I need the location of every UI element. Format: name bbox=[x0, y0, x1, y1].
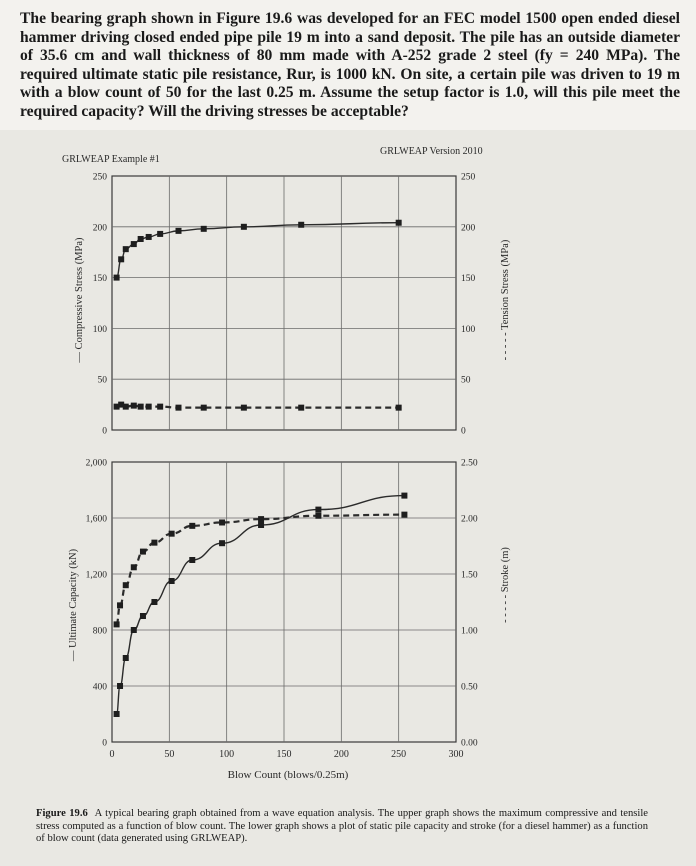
data-point-0-1-7 bbox=[176, 405, 182, 411]
data-point-1-0-6 bbox=[169, 578, 175, 584]
data-point-1-0-10 bbox=[315, 507, 321, 513]
right-tick-label: 1.00 bbox=[461, 626, 478, 637]
data-point-1-0-11 bbox=[401, 493, 407, 499]
series-layer bbox=[117, 223, 405, 714]
upper-y-axis-label-right: - - - - - Tension Stress (MPa) bbox=[500, 239, 511, 361]
data-point-0-1-11 bbox=[396, 405, 402, 411]
header-left: GRLWEAP Example #1 bbox=[62, 154, 160, 165]
figure-caption bbox=[36, 808, 648, 846]
right-tick-label: 1.50 bbox=[461, 570, 478, 581]
lower-y-axis-label-left: — Ultimate Capacity (kN) bbox=[68, 548, 79, 662]
right-tick-label: 100 bbox=[461, 324, 476, 335]
right-tick-label: 0.50 bbox=[461, 682, 478, 693]
right-tick-label: 2.00 bbox=[461, 514, 478, 525]
x-axis-label: Blow Count (blows/0.25m) bbox=[227, 769, 349, 781]
data-point-1-0-3 bbox=[131, 627, 137, 633]
data-point-1-0-1 bbox=[117, 683, 123, 689]
upper-y-axis-label-left: — Compressive Stress (MPa) bbox=[74, 237, 85, 363]
left-tick-label: 1,600 bbox=[85, 514, 107, 525]
x-tick-label: 150 bbox=[276, 749, 292, 760]
left-tick-label: 250 bbox=[92, 172, 107, 183]
right-tick-label: 0 bbox=[461, 426, 466, 437]
data-point-1-0-2 bbox=[123, 655, 129, 661]
figure-caption-text: A typical bearing graph obtained from a wave equation analysis. The upper graph shows the maximum compressive and tensile stress computed as a function of blow count. The lower graph shows a plot of static pile capacity and stroke (for a diesel hammer) as a function of blow count (data generated using GRLWEAP). bbox=[36, 808, 648, 845]
left-tick-label: 200 bbox=[92, 223, 107, 234]
x-tick-label: 100 bbox=[219, 749, 235, 760]
data-point-1-1-7 bbox=[189, 523, 195, 529]
data-point-0-0-2 bbox=[123, 246, 129, 252]
header-right: GRLWEAP Version 2010 bbox=[380, 146, 483, 157]
right-tick-label: 150 bbox=[461, 274, 476, 285]
data-point-1-1-11 bbox=[401, 512, 407, 518]
x-tick-label: 0 bbox=[109, 749, 115, 760]
lower-y-axis-label-right: - - - - - Stroke (m) bbox=[500, 547, 511, 623]
problem-statement: The bearing graph shown in Figure 19.6 was developed for an FEC model 1500 open ended diesel hammer driving closed ended pipe pile 19 m into a sand deposit. The pile has an outside diameter of 35.6 cm and wall thickness of 80 mm made with A-252 grade 2 steel (fy = 240 MPa). The required ultimate static pile resistance, Rur, is 1000 kN. On site, a certain pile was driven to 19 m with a blow count of 50 for the last 0.25 m. Assume the setup factor is 1.0, will this pile meet the required capacity? Will the driving stresses be acceptable? bbox=[20, 10, 680, 120]
data-point-0-1-9 bbox=[241, 405, 247, 411]
data-point-1-0-5 bbox=[151, 599, 157, 605]
left-tick-label: 0 bbox=[102, 738, 107, 749]
left-tick-label: 50 bbox=[97, 375, 107, 386]
data-point-0-1-4 bbox=[138, 404, 144, 410]
left-tick-label: 2,000 bbox=[85, 458, 107, 469]
x-tick-label: 300 bbox=[448, 749, 464, 760]
data-point-1-1-8 bbox=[219, 519, 225, 525]
left-tick-label: 1,200 bbox=[85, 570, 107, 581]
data-point-0-0-5 bbox=[146, 234, 152, 240]
data-point-1-1-1 bbox=[117, 602, 123, 608]
data-point-0-1-8 bbox=[201, 405, 207, 411]
data-point-1-0-8 bbox=[219, 540, 225, 546]
series-line-1-1 bbox=[117, 515, 405, 625]
figure-caption-label: Figure 19.6 bbox=[36, 808, 88, 819]
data-point-0-0-7 bbox=[176, 228, 182, 234]
data-point-1-1-4 bbox=[140, 549, 146, 555]
x-tick-label: 250 bbox=[391, 749, 407, 760]
x-tick-label: 50 bbox=[164, 749, 175, 760]
right-tick-label: 50 bbox=[461, 375, 471, 386]
data-point-0-0-8 bbox=[201, 226, 207, 232]
data-point-0-0-0 bbox=[114, 275, 120, 281]
data-point-1-0-0 bbox=[114, 711, 120, 717]
data-point-0-0-1 bbox=[118, 256, 124, 262]
data-point-0-0-10 bbox=[298, 222, 304, 228]
data-point-1-1-2 bbox=[123, 582, 129, 588]
right-tick-label: 200 bbox=[461, 223, 476, 234]
left-tick-label: 100 bbox=[92, 324, 107, 335]
data-point-1-0-9 bbox=[258, 522, 264, 528]
data-point-0-1-6 bbox=[157, 404, 163, 410]
data-point-0-1-10 bbox=[298, 405, 304, 411]
data-point-1-0-4 bbox=[140, 613, 146, 619]
data-point-0-0-3 bbox=[131, 241, 137, 247]
data-point-0-1-3 bbox=[131, 403, 137, 409]
data-point-0-1-5 bbox=[146, 404, 152, 410]
left-tick-label: 150 bbox=[92, 274, 107, 285]
grid-layer bbox=[112, 176, 456, 742]
right-tick-label: 0.00 bbox=[461, 738, 478, 749]
marker-layer bbox=[114, 220, 408, 717]
data-point-1-1-5 bbox=[151, 540, 157, 546]
data-point-1-0-7 bbox=[189, 557, 195, 563]
right-tick-label: 250 bbox=[461, 172, 476, 183]
data-point-0-0-11 bbox=[396, 220, 402, 226]
left-tick-label: 800 bbox=[92, 626, 107, 637]
data-point-0-0-4 bbox=[138, 236, 144, 242]
data-point-1-1-3 bbox=[131, 564, 137, 570]
left-tick-label: 400 bbox=[92, 682, 107, 693]
data-point-1-1-10 bbox=[315, 513, 321, 519]
x-tick-label: 200 bbox=[333, 749, 349, 760]
data-point-1-1-9 bbox=[258, 516, 264, 522]
data-point-1-1-6 bbox=[169, 531, 175, 537]
left-tick-label: 0 bbox=[102, 426, 107, 437]
series-line-1-0 bbox=[117, 496, 405, 714]
right-tick-label: 2.50 bbox=[461, 458, 478, 469]
data-point-0-0-6 bbox=[157, 231, 163, 237]
data-point-1-1-0 bbox=[114, 621, 120, 627]
data-point-0-0-9 bbox=[241, 224, 247, 230]
data-point-0-1-2 bbox=[123, 404, 129, 410]
